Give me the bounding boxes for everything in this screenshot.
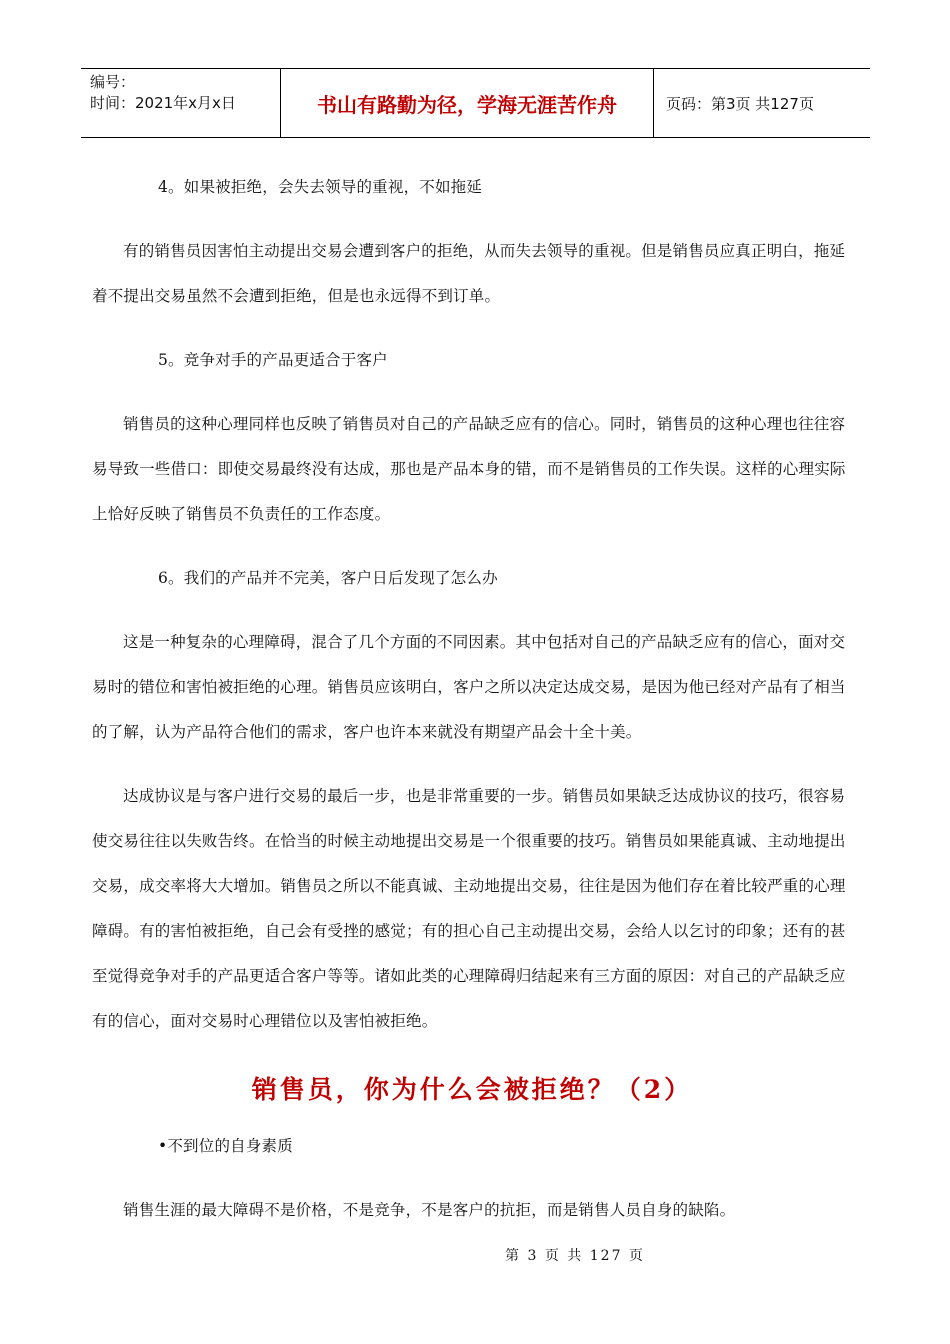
body-paragraph: 有的销售员因害怕主动提出交易会遭到客户的拒绝，从而失去领导的重视。但是销售员应真正明白，拖延着不提出交易虽然不会遭到拒绝，但是也永远得不到订单。 (92, 242, 846, 305)
code-label: 编号： (90, 73, 136, 91)
header-motto: 书山有路勤为径，学海无涯苦作舟 (281, 69, 654, 137)
body-paragraph: 达成协议是与客户进行交易的最后一步，也是非常重要的一步。销售员如果缺乏达成协议的技巧，很容易使交易往往以失败告终。在恰当的时候主动地提出交易是一个很重要的技巧。销售员如果能真诚、主动地提出交易，成交率将大大增加。销售员之所以不能真诚、主动地提出交易，往往是因为他们存在着比较严重的心理障碍。有的害怕被拒绝，自己会有受挫的感觉；有的担心自己主动提出交易，会给人以乞讨的印象；还有的甚至觉得竞争对手的产品更适合客户等等。诸如此类的心理障碍归结起来有三方面的原因：对自己的产品缺乏应有的信心，面对交易时心理错位以及害怕被拒绝。 (92, 787, 846, 1030)
document-body (92, 165, 852, 1233)
body-paragraph: 销售生涯的最大障碍不是价格，不是竞争，不是客户的抗拒，而是销售人员自身的缺陷。 (123, 1201, 736, 1219)
body-paragraph: 销售员的这种心理同样也反映了销售员对自己的产品缺乏应有的信心。同时，销售员的这种心理也往往容易导致一些借口：即使交易最终没有达成，那也是产品本身的错，而不是销售员的工作失误。这样的心理实际上恰好反映了销售员不负责任的工作态度。 (92, 415, 846, 523)
bullet-item: •不到位的自身素质 (158, 1137, 293, 1155)
header-page-info: 页码：第3页 共127页 (666, 94, 814, 113)
page-footer (0, 1245, 950, 1265)
page-header (81, 68, 870, 138)
header-meta (81, 69, 281, 137)
date-line: 时间：2021年x月x日 (90, 94, 236, 112)
list-item-6: 6。我们的产品并不完美，客户日后发现了怎么办 (158, 569, 498, 587)
body-paragraph: 这是一种复杂的心理障碍，混合了几个方面的不同因素。其中包括对自己的产品缺乏应有的信心，面对交易时的错位和害怕被拒绝的心理。销售员应该明白，客户之所以决定达成交易，是因为他已经对产品有了相当的了解，认为产品符合他们的需求，客户也许本来就没有期望产品会十全十美。 (92, 633, 846, 741)
list-item-5: 5。竞争对手的产品更适合于客户 (158, 351, 388, 369)
section-title: 销售员，你为什么会被拒绝？（2） (251, 1075, 693, 1104)
list-item-4: 4。如果被拒绝，会失去领导的重视，不如拖延 (158, 178, 483, 196)
footer-page-number: 第 3 页 共 127 页 (505, 1248, 645, 1264)
